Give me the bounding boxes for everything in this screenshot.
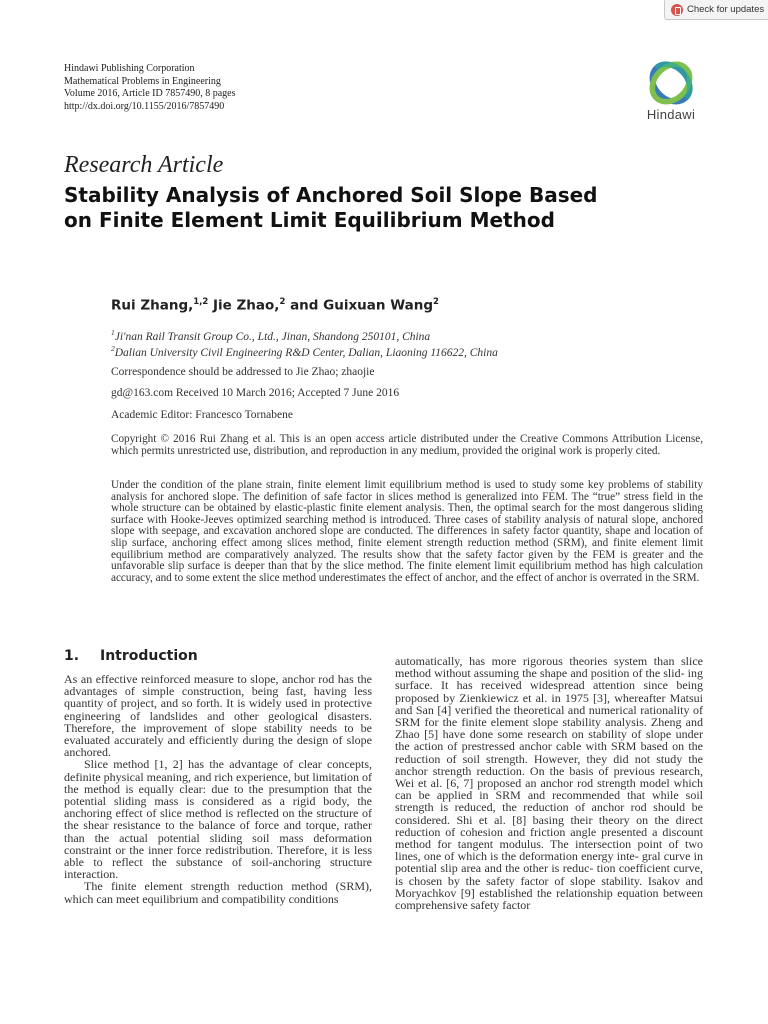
affiliation-mark: 2 [111,344,115,353]
journal-name: Mathematical Problems in Engineering [64,75,221,87]
check-for-updates-label: Check for updates [687,4,765,15]
author-name: and Guixuan Wang [290,297,433,314]
affiliation-mark: 1 [111,328,115,337]
check-for-updates-badge[interactable] [664,0,768,20]
author-affiliation-mark: 2 [433,297,439,307]
volume-info: Volume 2016, Article ID 7857490, 8 pages [64,88,236,100]
hindawi-logo-icon [646,60,696,106]
affiliation-2 [111,344,498,359]
author-affiliation-mark: 1,2 [193,297,209,307]
author-name: Rui Zhang, [111,297,194,314]
section-heading [64,648,198,664]
article-type: Research Article [64,152,224,178]
affiliation-text: Dalian University Civil Engineering R&D Center, Dalian, Liaoning 116622, China [114,346,498,359]
body-paragraph: automatically, has more rigorous theories system than slice method without assuming the shape and position of the slid- ing surface. It has received widespread attention since being proposed by Zienkiewicz et al. in 1975 [3], whereafter Matsui and San [4] verified the theoretical and numerical rationality of SRM for the finite element slope stability analysis. Zheng and Zhao [5] have done some research on stability of slope under the action of prestressed anchor cable with SRM based on the reduction of soil strength. However, they did not study the anchor strength reduction. On the basis of previous research, Wei et al. [6, 7] proposed an anchor rod strength model which can be applied in SRM and recommended that while soil strength is reduced, the reduction of anchor rod should be considered. Shi et al. [8] basing their theory on the direct reduction of cohesion and friction angle presented a discount method for tangent modulus. The intersection point of two lines, one of which is the deformation energy inte- gral curve in potential slip area and the other is reduc- tion coefficient curve, is chosen by the safety factor of slope stability. Isakov and Moryachkov [9] established the relationship equation between comprehensive safety factor [395,654,703,913]
hindawi-logo-text: Hindawi [646,107,696,122]
body-paragraph: Slice method [1, 2] has the advantage of clear concepts, definite physical meaning, and rich experience, but limitation of the method is equally clear: due to the presumption that the potential sliding mass is considered as a rigid body, the anchoring effect of slice method is reflected on the structure of the shear resistance to the balance of force and torque, rather than the actual potential sliding soil mass deformation constraint or the inner force redistribution. Therefore, it is less able to reflect the substance of soil-anchoring structure interaction. [64,757,372,882]
correspondence: Correspondence should be addressed to Jie Zhao; zhaojie [111,366,375,378]
abstract: Under the condition of the plane strain, finite element limit equilibrium method is used to study some key problems of stability analysis for anchored slope. The definition of safe factor in slices method is generalized into FEM. The “true” stress field in the whole structure can be obtained by elastic-plastic finite element analysis. Then, the optimal search for the most dangerous sliding surface with Hooke-Jeeves optimized searching method is introduced. Three cases of stability analysis of natural slope, anchored slope with seepage, and excavation anchored slope are conducted. The differences in safety factor quantity, shape and location of slip surface, anchoring effect among slices method, finite element strength reduction method (SRM), and finite element limit equilibrium method are comparatively analyzed. The results show that the safety factor given by the FEM is greater and the unfavorable slip surface is deeper than that by the slice method. The finite element limit equilibrium method has high calculation accuracy, and to some extent the slice method underestimates the effect of anchor, and the effect of anchor is overrated in the SRM. [111,479,703,584]
author-affiliation-mark: 2 [279,297,286,307]
paper-title: Stability Analysis of Anchored Soil Slope Based on Finite Element Limit Equilibrium Method [64,183,598,232]
body-paragraph: As an effective reinforced measure to slope, anchor rod has the advantages of simple construction, being fast, having less quantity of project, and so forth. It is widely used in protective engineering of landslides and other geological disasters. Therefore, the improvement of slope stability needs to be evaluated accurately and efficiently during the design of slope anchored. [64,672,372,760]
publication-info [64,63,235,113]
hindawi-logo [636,60,706,122]
update-icon [671,4,683,16]
publisher-name: Hindawi Publishing Corporation [64,63,195,74]
section-number: 1. [64,648,80,664]
author-list [111,297,439,314]
academic-editor: Academic Editor: Francesco Tornabene [111,409,293,421]
author-name: Jie Zhao, [213,297,280,314]
section-title: Introduction [100,648,198,664]
affiliation-1 [111,328,430,343]
body-paragraph: The finite element strength reduction method (SRM), which can meet equilibrium and compatibility conditions [64,879,372,906]
doi-link[interactable]: http://dx.doi.org/10.1155/2016/7857490 [64,100,225,112]
received-accepted-dates: gd@163.com Received 10 March 2016; Accepted 7 June 2016 [111,387,400,399]
left-column [64,673,372,905]
copyright-notice: Copyright © 2016 Rui Zhang et al. This is an open access article distributed under the Creative Commons Attribution License, which permits unrestricted use, distribution, and reproduction in any medium, provided the original work is properly cited. [111,433,703,457]
affiliation-text: Ji'nan Rail Transit Group Co., Ltd., Jinan, Shandong 250101, China [114,330,431,343]
right-column [395,655,703,911]
